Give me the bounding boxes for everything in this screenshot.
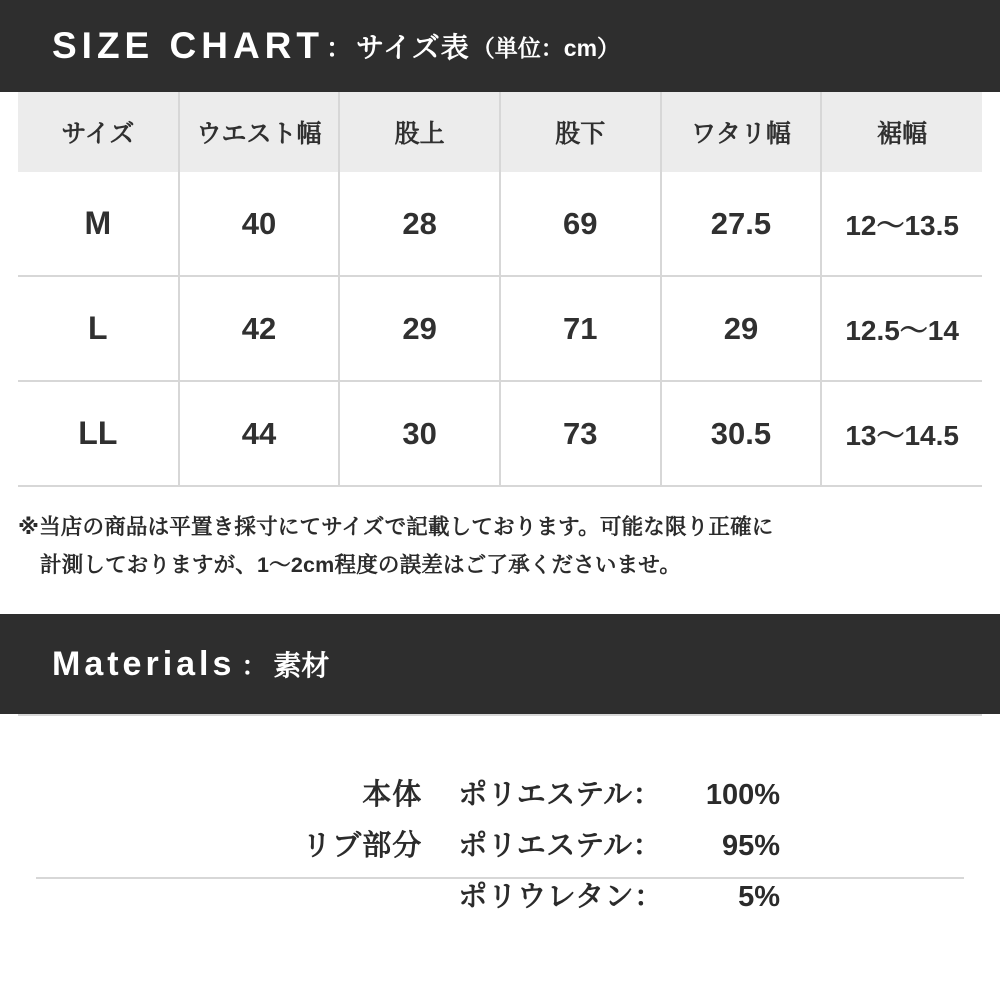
column-header-inseam: 股下	[500, 92, 661, 172]
cell-ll-thigh: 30.5	[661, 381, 822, 486]
materials-header-band	[0, 614, 1000, 714]
cell-m-rise: 28	[339, 172, 500, 276]
table-header-row	[18, 92, 982, 172]
cell-ll-hem: 13〜14.5	[821, 381, 982, 486]
measurement-note-line2: 計測しておりますが、1〜2cm程度の誤差はご了承くださいませ。	[40, 552, 682, 577]
cell-l-hem: 12.5〜14	[821, 276, 982, 381]
list-item	[220, 874, 780, 915]
materials-title-jp: 素材	[273, 650, 330, 682]
size-table	[18, 92, 982, 487]
cell-ll-rise: 30	[339, 381, 500, 486]
size-table-wrapper	[0, 92, 1000, 487]
material-name-polyester-body: ポリエステル：	[458, 779, 663, 812]
materials-body	[18, 714, 982, 915]
size-chart-unit-label: （単位：cm）	[471, 34, 621, 61]
cell-m-waist: 40	[179, 172, 340, 276]
cell-l-waist: 42	[179, 276, 340, 381]
column-header-thigh-width: ワタリ幅	[661, 92, 822, 172]
material-name-polyester-rib: ポリエステル：	[458, 830, 663, 863]
list-item	[220, 823, 780, 864]
column-header-hem-width: 裾幅	[821, 92, 982, 172]
materials-list	[18, 772, 982, 915]
materials-title-separator: ：	[241, 650, 268, 681]
column-header-waist-width: ウエスト幅	[179, 92, 340, 172]
material-value-polyurethane-rib: 5%	[738, 881, 780, 914]
size-chart-header-band	[0, 0, 1000, 92]
cell-ll-inseam: 73	[500, 381, 661, 486]
material-label-body: 本体	[362, 779, 423, 812]
table-row	[18, 381, 982, 486]
cell-m-hem: 12〜13.5	[821, 172, 982, 276]
size-chart-title-jp: サイズ表	[356, 32, 470, 63]
cell-m-thigh: 27.5	[661, 172, 822, 276]
measurement-note-line1: ※当店の商品は平置き採寸にてサイズで記載しております。可能な限り正確に	[18, 515, 774, 539]
materials-title-en: Materials	[52, 644, 236, 683]
cell-size-l: L	[18, 276, 179, 381]
size-table-body	[18, 172, 982, 486]
bottom-divider	[36, 877, 964, 879]
cell-l-inseam: 71	[500, 276, 661, 381]
size-chart-title-separator: ：	[326, 32, 353, 63]
cell-size-m: M	[18, 172, 179, 276]
material-value-polyester-body: 100%	[705, 779, 780, 812]
table-row	[18, 276, 982, 381]
material-name-polyurethane-rib: ポリウレタン：	[458, 881, 664, 914]
material-label-rib: リブ部分	[302, 830, 423, 863]
size-table-head	[18, 92, 982, 172]
cell-m-inseam: 69	[500, 172, 661, 276]
column-header-rise: 股上	[339, 92, 500, 172]
column-header-size: サイズ	[18, 92, 179, 172]
list-item	[220, 772, 780, 813]
cell-size-ll: LL	[18, 381, 179, 486]
cell-ll-waist: 44	[179, 381, 340, 486]
material-value-polyester-rib: 95%	[721, 830, 780, 863]
table-row	[18, 172, 982, 276]
size-chart-title-en: SIZE CHART	[52, 25, 324, 66]
measurement-note	[0, 509, 1000, 584]
cell-l-rise: 29	[339, 276, 500, 381]
cell-l-thigh: 29	[661, 276, 822, 381]
